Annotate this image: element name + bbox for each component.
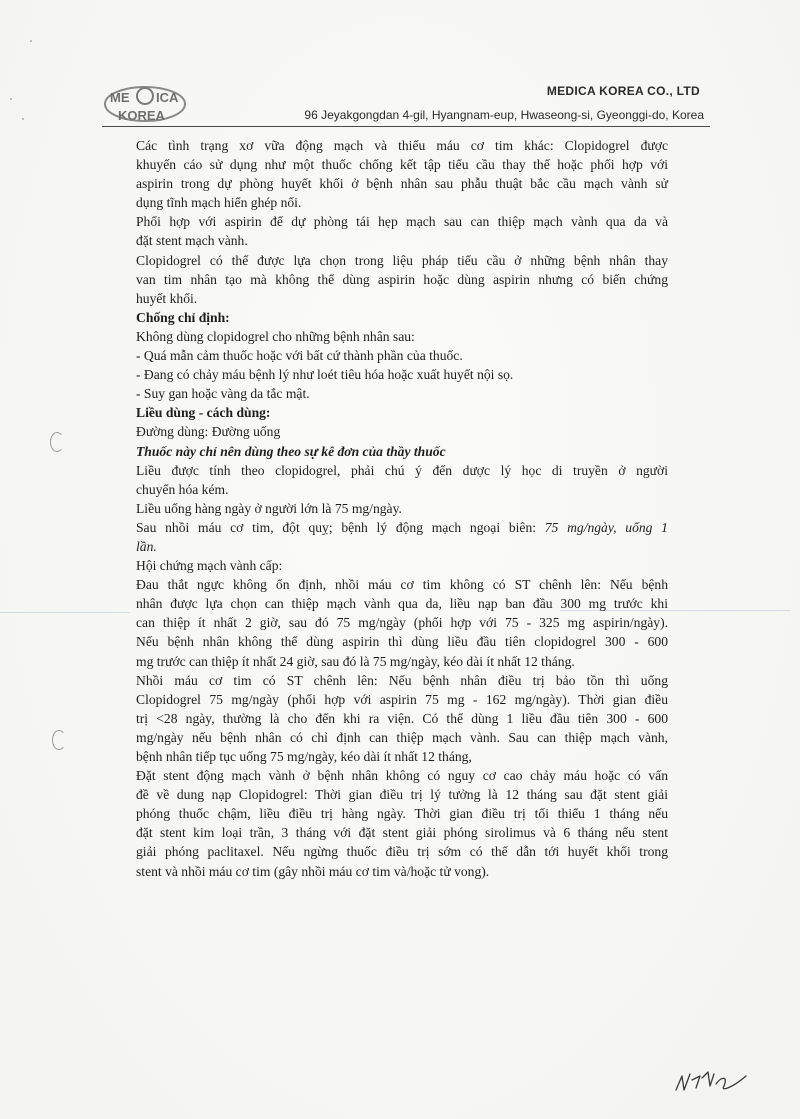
text-line: đặt stent kim loại trần, 3 tháng với đặt stent giải phóng sirolimus và 6 tháng nếu stent [136,825,668,841]
scan-line [0,612,130,613]
handwritten-signature [672,1066,750,1096]
route-of-administration: Đường dùng: Đường uống [136,424,281,440]
acs-title: Hội chứng mạch vành cấp: [136,558,283,574]
company-address: 96 Jeyakgongdan 4-gil, Hyangnam-eup, Hwaseong-si, Gyeonggi-do, Korea [304,108,704,122]
text-line: aspirin trong dự phòng huyết khối ở bệnh nhân sau phẫu thuật bắc cầu mạch vành sử [136,176,668,192]
text-line: van tim nhân tạo mà không thể dùng aspirin hoặc dùng aspirin nhưng có biến chứng [136,271,668,287]
paragraph-dose-genetics [136,461,668,499]
scan-dot [10,98,12,100]
text-line: đề về dung nạp Clopidogrel: Thời gian điều trị lý tưởng là 12 tháng sau đặt stent giải [136,787,668,803]
contraindications-heading: Chống chỉ định: [136,309,230,325]
text-line [136,518,668,537]
text-line: Clopidogrel có thể được lựa chọn trong liệu pháp tiểu cầu ở những bệnh nhân thay [136,252,668,268]
text-line: Clopidogrel 75 mg/ngày (phối hợp với aspirin 75 mg - 162 mg/ngày). Thời gian điều [136,691,668,707]
header-divider [102,126,710,127]
text-line: đặt stent mạch vành. [136,233,248,249]
contraindications-intro: Không dùng clopidogrel cho những bệnh nhân sau: [136,328,415,344]
text-line: huyết khối. [136,290,198,306]
text-line: Các tình trạng xơ vữa động mạch và thiếu máu cơ tim khác: Clopidogrel được [136,138,668,153]
text-line: nhân được lựa chọn can thiệp mạch vành qua da, liều nạp ban đầu 300 mg trước khi [136,596,668,612]
text-line: Liều được tính theo clopidogrel, phải chú ý đến dược lý học di truyền ở người [136,462,668,478]
scan-dot [22,118,24,120]
paragraph-post-mi-dose [136,518,668,556]
contraindication-item: - Quá mẫn cảm thuốc hoặc với bất cứ thành phần của thuốc. [136,348,463,364]
scan-dot [30,40,32,42]
text-line: mg trước can thiệp ít nhất 24 giờ, sau đó là 75 mg/ngày, kéo dài ít nhất 12 tháng. [136,653,575,669]
text-line: mg/ngày nếu bệnh nhân có chỉ định can thiệp mạch vành. Sau can thiệp mạch vành, [136,729,668,745]
logo-text: KOREA [118,108,165,123]
text-line: bệnh nhân tiếp tục uống 75 mg/ngày, kéo dài ít nhất 12 tháng, [136,749,472,764]
prescription-note: Thuốc này chỉ nên dùng theo sự kê đơn của thầy thuốc [136,443,446,459]
text-line: giải phóng paclitaxel. Nếu ngừng thuốc điều trị sớm có thể dẫn tới huyết khối trong [136,844,668,860]
text-line: trị <28 ngày, thường là cho đến khi ra viện. Có thể dùng 1 liều đầu tiên 300 - 600 [136,710,668,726]
text-line: stent và nhồi máu cơ tim (gây nhồi máu cơ tim và/hoặc tử vong). [136,863,490,879]
contraindication-item: - Đang có chảy máu bệnh lý như loét tiêu hóa hoặc xuất huyết nội sọ. [136,367,514,383]
dosage-heading: Liều dùng - cách dùng: [136,405,271,421]
paragraph-unstable-angina [136,575,668,670]
paragraph-adult-dose: Liều uống hàng ngày ở người lớn là 75 mg/ngày. [136,500,402,516]
text-run-italic: 75 mg/ngày, uống 1 [544,519,668,535]
text-line: Đau thắt ngực không ổn định, nhồi máu cơ tim không có ST chênh lên: Nếu bệnh [136,577,668,593]
text-line: can thiệp ít nhất 2 giờ, sau đó 75 mg/ngày (phối hợp với 75 - 325 mg aspirin/ngày). [136,615,668,631]
document-body [136,136,668,881]
text-line: Đặt stent động mạch vành ở bệnh nhân không có nguy cơ cao chảy máu hoặc có vấn [136,768,668,784]
company-name: MEDICA KOREA CO., LTD [546,84,700,98]
text-line: khuyến cáo sử dụng như một thuốc chống kết tập tiểu cầu thay thế hoặc phối hợp với [136,157,668,173]
punch-hole [50,432,64,452]
logo-text: ME [110,90,130,105]
text-line: lần. [136,538,157,554]
punch-hole [52,730,66,750]
paragraph-indication-atherosclerosis [136,136,668,212]
paragraph-stemi [136,671,668,766]
medica-korea-logo [100,82,190,126]
text-line: phóng thuốc chậm, liều điều trị hàng ngày. Thời gian điều trị tối thiểu 1 tháng nếu [136,806,668,822]
paragraph-indication-valve [136,251,668,308]
text-line: Nếu bệnh nhân không thể dùng aspirin thì dùng liều đầu tiên clopidogrel 300 - 600 [136,634,668,650]
text-run: Sau nhồi máu cơ tim, đột quỵ; bệnh lý động mạch ngoại biên: [136,519,545,535]
text-line: Nhồi máu cơ tim có ST chênh lên: Nếu bệnh nhân điều trị bảo tồn thì uống [136,672,668,688]
paragraph-stent-duration [136,766,668,881]
text-line: dụng tĩnh mạch hiển ghép nối. [136,195,302,211]
paragraph-indication-stent [136,212,668,250]
text-line: Phối hợp với aspirin để dự phòng tái hẹp mạch sau can thiệp mạch vành qua da và [136,214,668,230]
text-line: chuyển hóa kém. [136,481,229,497]
contraindication-item: - Suy gan hoặc vàng da tắc mật. [136,386,310,402]
logo-text: ICA [156,90,179,105]
